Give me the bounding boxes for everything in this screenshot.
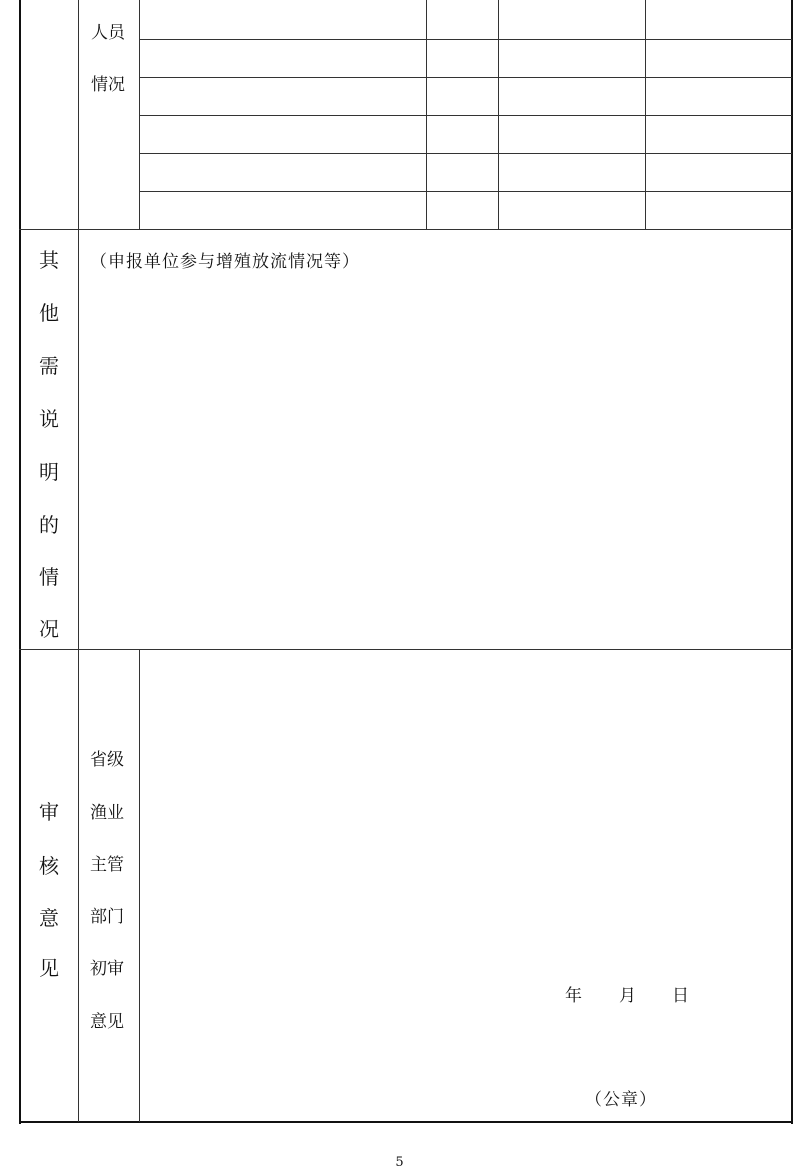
other-info-hint: （申报单位参与增殖放流情况等） (90, 252, 360, 272)
personnel-label-line2: 情况 (91, 75, 125, 95)
review-sub-label-line: 渔业 (90, 803, 124, 823)
personnel-row-line (139, 153, 792, 154)
personnel-label-line1: 人员 (91, 23, 125, 43)
section-separator-2 (19, 649, 793, 650)
other-info-label-char: 其 (39, 248, 59, 272)
review-col-divider (139, 649, 140, 1122)
official-seal-label: （公章） (585, 1090, 657, 1110)
table-border-left (19, 0, 21, 1124)
other-info-label-char: 他 (39, 301, 59, 325)
review-sub-label-line: 意见 (90, 1012, 124, 1032)
personnel-row-line (139, 77, 792, 78)
other-info-label-char: 明 (39, 460, 59, 484)
other-info-label-char: 说 (39, 407, 59, 431)
other-info-label-char: 况 (39, 617, 59, 641)
table-border-right (791, 0, 793, 1124)
date-month-label: 月 (619, 986, 636, 1006)
personnel-row-line (139, 115, 792, 116)
column-divider-main (78, 0, 79, 1122)
review-label-char: 审 (39, 800, 59, 824)
section-separator-1 (19, 229, 793, 230)
review-label-char: 核 (39, 854, 59, 878)
personnel-row-line (139, 39, 792, 40)
review-sub-label-line: 初审 (90, 959, 124, 979)
date-year-label: 年 (565, 986, 582, 1006)
other-info-label-char: 需 (39, 354, 59, 378)
other-info-label-char: 情 (39, 565, 59, 589)
review-label-char: 见 (39, 956, 59, 980)
page-number: 5 (395, 1155, 404, 1170)
review-sub-label-line: 省级 (90, 750, 124, 770)
review-sub-label-line: 部门 (90, 907, 124, 927)
date-day-label: 日 (672, 986, 689, 1006)
other-info-label-char: 的 (39, 513, 59, 537)
review-label-char: 意 (39, 906, 59, 930)
personnel-row-line (139, 191, 792, 192)
review-sub-label-line: 主管 (90, 855, 124, 875)
table-border-bottom (19, 1121, 793, 1123)
